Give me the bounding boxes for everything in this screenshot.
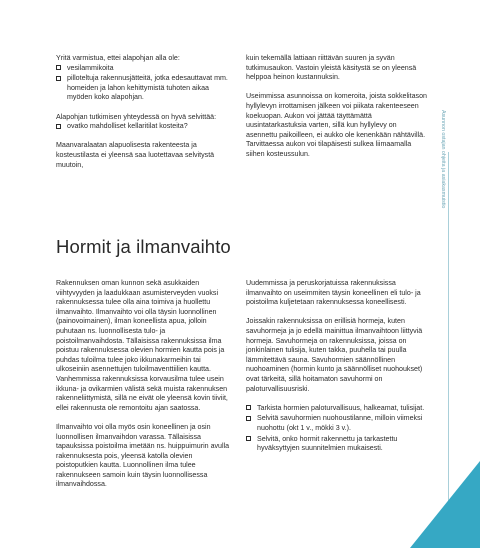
paragraph: Rakennuksen oman kunnon sekä asukkaiden viihtyvyyden ja laadukkaan asumisterveyden vuoksi rakennuksessa tulee olla aina toimiva ja huollettu ilmanvaihto. Ilmanvaihto voi olla täysin luonnollinen (painovoimainen), ilman koneellista apua, jolloin puhutaan ns. luonnollisesta tulo- ja poistoilmanvaihdosta. Tällaisissa rakennuksissa ilma poistuu rakennuksessa olevien hormien kautta pois ja puhdas tuloilma tulee joko ikkunakarmeihin tai ulkoseiniin asennettujen tuloilmaventtiilien kautta. Vanhemmissa rakennuksissa korvausilma tulee usein ikkuna- ja ovikarmien välistä sekä muista rakennuksen rakenneliittymistä, sillä ne eivät ole yleensä kovin tiiviit, ellei rakennusta ole remontoitu ajan saatossa. [56, 279, 228, 412]
text-column-bottom-left [56, 279, 235, 500]
paragraph: Uudemmissa ja peruskorjatuissa rakennuksissa ilmanvaihto on useimmiten täysin koneellinen eli tulo- ja poistoilma kuljetetaan rakennuksessa koneellisesti. [246, 279, 421, 307]
checkbox-icon [246, 405, 251, 410]
checklist-item: vesilammikoita [56, 64, 235, 74]
text-column-bottom-right [246, 279, 428, 463]
page-number: 27 [454, 460, 465, 470]
alapohja-question-intro: Alapohjan tutkimisen yhteydessä on hyvä selvittää: [56, 112, 217, 121]
checkbox-icon [246, 416, 251, 421]
checkbox-icon [246, 436, 251, 441]
text-column-top-left [56, 54, 235, 180]
checklist-item: pilloteltuja rakennusjätteitä, jotka edesauttavat mm. homeiden ja lahon kehittymistä tuhoten aikaa myöden koko alapohjan. [56, 74, 235, 103]
text-column-top-right [246, 54, 428, 169]
paragraph: Useimmissa asunnoissa on komeroita, joista sokkelitason hyllylevyn irrottamisen jälkeen voi piikata rakenteeseen koekuopan. Aukon voi jättää täyttämättä uusintatarkastuksia varten, sillä kun hyllylevy on asennettu paikoilleen, ei aukko ole kenenkään nähtävillä. Tarvittaessa aukon voi tilapäisesti sulkea liimaamalla siihen kosteussulun. [246, 92, 427, 158]
alapohja-intro: Yritä varmistua, ettei alapohjan alla ole: [56, 54, 180, 62]
checkbox-icon [56, 124, 61, 129]
hormi-checklist [246, 404, 428, 454]
checklist-item: Tarkista hormien paloturvallisuus, halkeamat, tulisijat. [246, 404, 428, 414]
alapohja-checklist [56, 64, 235, 103]
maanvaralaatta-paragraph: Maanvaralaatan alapuolisesta rakenteesta ja kosteustilasta ei yleensä saa luotettavaa selvitystä muutoin, [56, 141, 215, 169]
paragraph: kuin tekemällä lattiaan riittävän suuren ja syvän tutkimusaukon. Vastoin yleistä käsitystä se on yleensä helppoa heinon kustannuksin. [246, 54, 417, 82]
corner-tab [410, 461, 480, 548]
checklist-item: Selvitä savuhormien nuohoustilanne, milloin viimeksi nuohottu (okt 1 v., mökki 3 v.). [246, 414, 428, 433]
section-heading: Hormit ja ilmanvaihto [56, 236, 231, 257]
checkbox-icon [56, 65, 61, 70]
checklist-item: Selvitä, onko hormit rakennettu ja tarkastettu hyväksyttyjen suunnitelmien mukaisesti. [246, 435, 428, 454]
side-caption-text: Asunnon ostajan ohjeita ja asiakasmuistio [440, 110, 446, 209]
paragraph: Ilmanvaihto voi olla myös osin koneellinen ja osin luonnollisen ilmanvaihdon varassa. Tällaisissa tapauksissa poistoilma imetään ns. huippuimurin avulla rakennuksesta pois, yleensä katolla olevien poistoputkien kautta. Luonnollinen ilma tulee rakennukseen samoin kuin täysin luonnollisessa ilmanvaihdossa. [56, 422, 230, 489]
paragraph: Joissakin rakennuksissa on erillisiä hormeja, kuten savuhormeja ja jo edellä mainittua ilmanvaihtoon liittyviä hormeja. Savuhormeja on rakennuksissa, joissa on jonkinlainen tulisija, kuten takka, puuhella tai puulla lämmitettävä sauna. Savuhormien säännöllinen nuohoaminen (hormin kunto ja säännölliset nuohoukset) ovat tärkeitä, sillä hoitamaton savuhormi on paloturvallisuusriski. [246, 317, 423, 393]
checkbox-icon [56, 76, 61, 81]
checklist-item: ovatko mahdolliset kellaritilat kosteita? [56, 122, 235, 132]
alapohja-question-checklist [56, 122, 235, 132]
